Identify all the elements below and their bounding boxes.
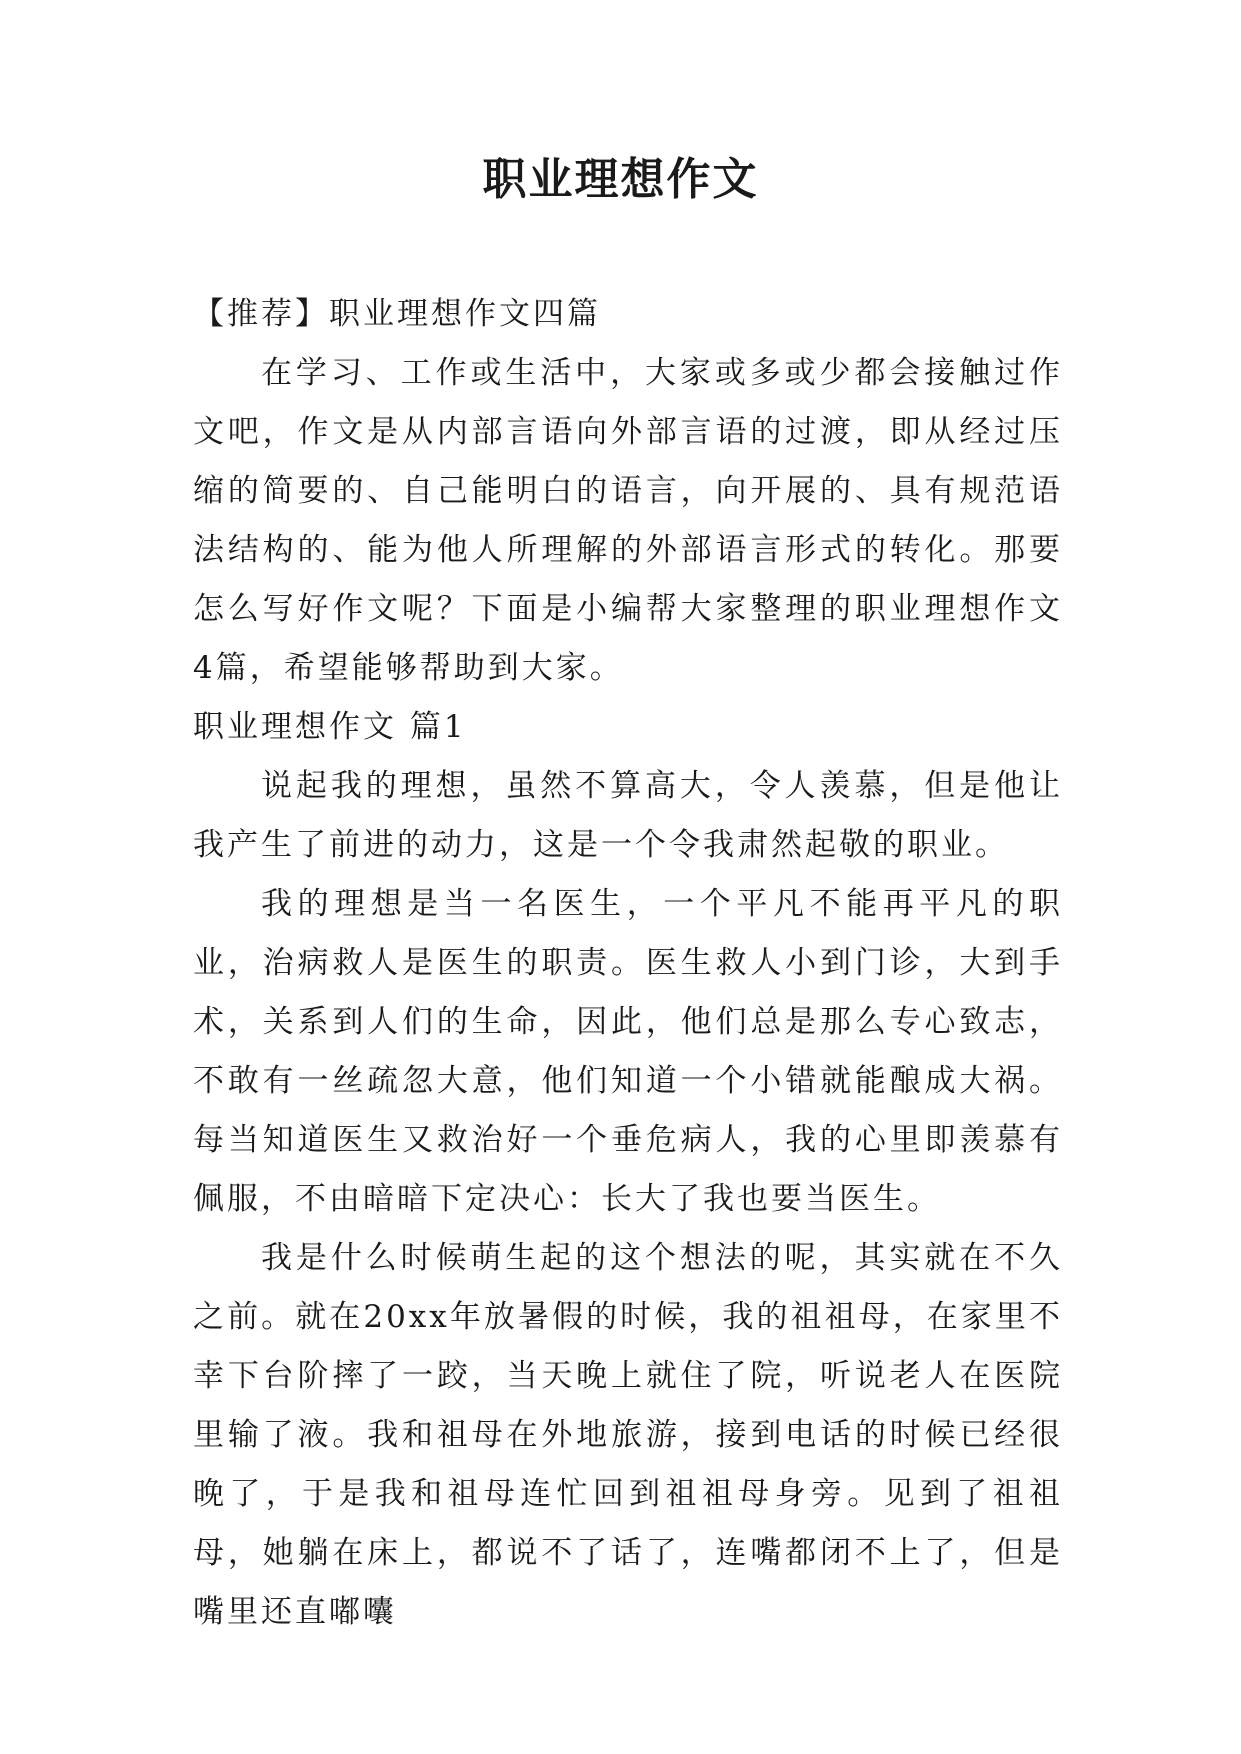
lead-line: 【推荐】职业理想作文四篇 bbox=[193, 296, 601, 332]
document-title: 职业理想作文 bbox=[482, 154, 759, 205]
section-paragraph-3: 我是什么时候萌生起的这个想法的呢，其实就在不久之前。就在20xx年放暑假的时候，我的祖祖母，在家里不幸下台阶摔了一跤，当天晚上就住了院，听说老人在医院里输了液。我和祖母在外地旅游，接到电话的时候已经很晚了，于是我和祖母连忙回到祖祖母身旁。见到了祖祖母，她躺在床上，都说不了话了，连嘴都闭不上了，但是嘴里还直嘟囔 bbox=[193, 1240, 1063, 1630]
section-paragraph-2: 我的理想是当一名医生，一个平凡不能再平凡的职业，治病救人是医生的职责。医生救人小到门诊，大到手术，关系到人们的生命，因此，他们总是那么专心致志，不敢有一丝疏忽大意，他们知道一个小错就能酿成大祸。每当知道医生又救治好一个垂危病人，我的心里即羡慕有佩服，不由暗暗下定决心：长大了我也要当医生。 bbox=[193, 886, 1063, 1217]
intro-paragraph: 在学习、工作或生活中，大家或多或少都会接触过作文吧，作文是从内部言语向外部言语的过渡，即从经过压缩的简要的、自己能明白的语言，向开展的、具有规范语法结构的、能为他人所理解的外部语言形式的转化。那要怎么写好作文呢？下面是小编帮大家整理的职业理想作文4篇，希望能够帮助到大家。 bbox=[193, 355, 1063, 686]
document-body bbox=[193, 285, 1063, 1642]
section-paragraph-1: 说起我的理想，虽然不算高大，令人羡慕，但是他让我产生了前进的动力，这是一个令我肃然起敬的职业。 bbox=[193, 768, 1063, 863]
section-heading: 职业理想作文 篇1 bbox=[193, 709, 467, 745]
